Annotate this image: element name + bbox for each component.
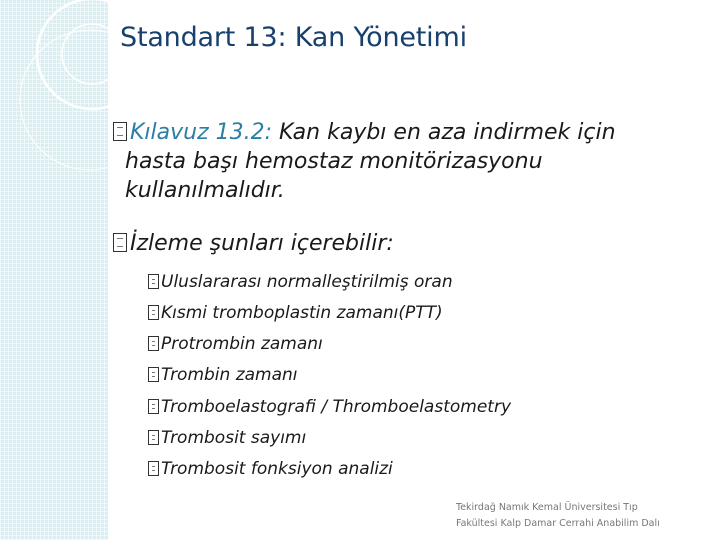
guideline-label: Kılavuz 13.2: — [130, 120, 273, 145]
footer-institution — [456, 500, 716, 532]
bullet-icon — [148, 305, 159, 320]
sub-item — [148, 428, 668, 448]
bullet-icon — [148, 367, 159, 382]
sub-item — [148, 272, 668, 292]
footer-line1: Tekirdağ Namık Kemal Üniversitesi Tıp — [456, 502, 638, 513]
sub-item — [148, 334, 668, 354]
monitoring-text: İzleme şunları içerebilir: — [130, 231, 394, 256]
bullet-icon — [113, 233, 127, 252]
sub-item-text: Trombosit sayımı — [161, 428, 307, 448]
footer-line2: Fakültesi Kalp Damar Cerrahi Anabilim Dalı — [456, 518, 660, 529]
sub-item-text: Uluslararası normalleştirilmiş oran — [161, 272, 453, 292]
bullet-icon — [148, 430, 159, 445]
slide-title: Standart 13: Kan Yönetimi — [120, 22, 467, 53]
guideline-text-line2: hasta başı hemostaz monitörizasyonu — [125, 149, 543, 174]
sub-item-text: Trombosit fonksiyon analizi — [161, 459, 393, 479]
sub-item — [148, 397, 668, 417]
bullet-monitoring — [113, 229, 693, 258]
sub-item — [148, 365, 668, 385]
bullet-guideline — [113, 118, 693, 205]
bullet-icon — [113, 122, 127, 141]
guideline-text-line1: Kan kaybı en aza indirmek için — [272, 120, 616, 145]
guideline-text-line3: kullanılmalıdır. — [125, 178, 285, 203]
sub-item-text: Kısmi tromboplastin zamanı(PTT) — [161, 303, 443, 323]
bullet-icon — [148, 336, 159, 351]
sub-item-text: Protrombin zamanı — [161, 334, 323, 354]
bullet-icon — [148, 461, 159, 476]
sub-item — [148, 303, 668, 323]
bullet-icon — [148, 399, 159, 414]
bullet-icon — [148, 274, 159, 289]
sub-item-text: Trombin zamanı — [161, 365, 298, 385]
sub-item-text: Tromboelastografi / Thromboelastometry — [161, 397, 512, 417]
sub-item — [148, 459, 668, 479]
